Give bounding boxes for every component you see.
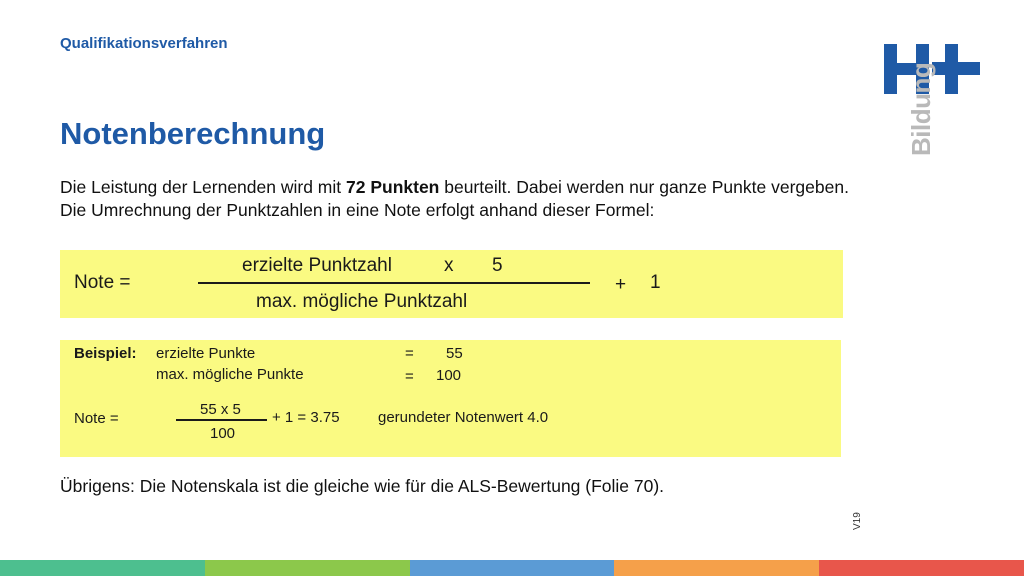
formula-plus: + bbox=[615, 274, 627, 295]
example-row2-value: 100 bbox=[436, 367, 462, 384]
example-label: Beispiel: bbox=[74, 345, 137, 362]
intro-text-bold: 72 Punkten bbox=[346, 177, 440, 197]
logo-plus-horizontal bbox=[932, 62, 980, 75]
intro-text-after: beurteilt. Dabei werden nur ganze Punkte vergeben. Die Umrechnung der Punktzahlen in eine Note erfolgt anhand dieser Formel: bbox=[60, 177, 849, 220]
intro-text-before: Die Leistung der Lernenden wird mit bbox=[60, 177, 346, 197]
footer-note: Übrigens: Die Notenskala ist die gleiche wie für die ALS-Bewertung (Folie 70). bbox=[60, 476, 665, 496]
page-title: Notenberechnung bbox=[60, 116, 326, 151]
example-rounded-grade: gerundeter Notenwert 4.0 bbox=[378, 409, 549, 426]
example-calc-result: + 1 = 3.75 bbox=[272, 409, 340, 426]
example-note-label: Note = bbox=[74, 410, 119, 427]
section-subtitle: Qualifikationsverfahren bbox=[60, 35, 228, 52]
formula-factor: 5 bbox=[492, 255, 503, 276]
example-row1-equals: = bbox=[405, 345, 414, 362]
example-box bbox=[60, 340, 841, 457]
version-label: V19 bbox=[852, 512, 863, 530]
example-row2-equals: = bbox=[405, 368, 414, 385]
example-calc-numerator: 55 x 5 bbox=[200, 401, 241, 418]
stripe-green bbox=[0, 560, 205, 576]
hplus-bildung-logo bbox=[884, 44, 984, 189]
example-row2-label: max. mögliche Punkte bbox=[156, 366, 304, 383]
stripe-lime bbox=[205, 560, 410, 576]
example-calc-denominator: 100 bbox=[210, 425, 236, 442]
formula-addend: 1 bbox=[650, 272, 661, 293]
stripe-blue bbox=[410, 560, 615, 576]
example-fraction-line bbox=[176, 419, 267, 421]
logo-word: Bildung bbox=[906, 62, 936, 156]
formula-note-label: Note = bbox=[74, 272, 131, 293]
example-row1-label: erzielte Punkte bbox=[156, 345, 256, 362]
formula-box bbox=[60, 250, 843, 318]
example-row1-value: 55 bbox=[446, 345, 463, 362]
color-stripe-bar bbox=[0, 560, 1024, 576]
formula-numerator: erzielte Punktzahl bbox=[242, 255, 392, 276]
formula-fraction-line bbox=[198, 282, 590, 284]
formula-denominator: max. mögliche Punktzahl bbox=[256, 291, 468, 312]
intro-paragraph bbox=[60, 176, 860, 222]
stripe-red bbox=[819, 560, 1024, 576]
stripe-orange bbox=[614, 560, 819, 576]
formula-times: x bbox=[444, 255, 454, 276]
